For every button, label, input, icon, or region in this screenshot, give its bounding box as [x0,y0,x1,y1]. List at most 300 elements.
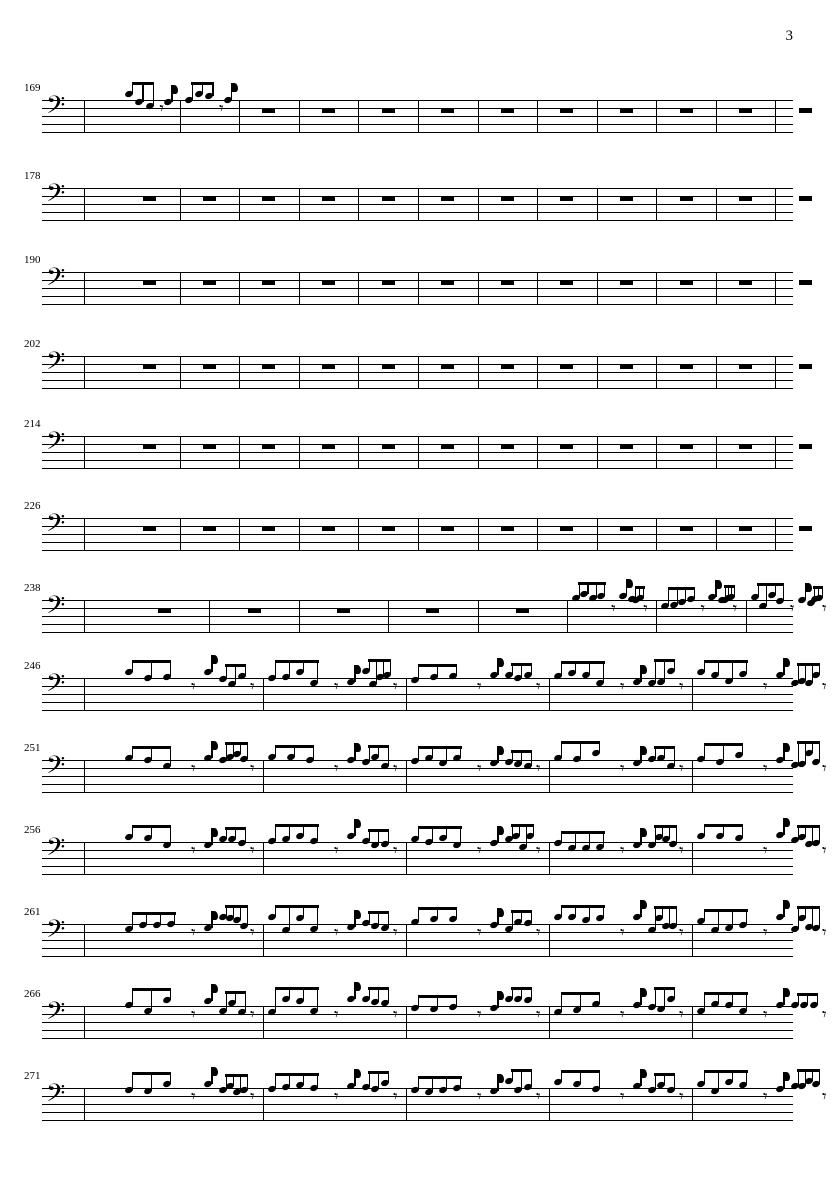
beam [368,829,389,832]
note-group [218,746,246,792]
note-stem [723,743,724,762]
staff [42,1079,827,1120]
note-stem [746,992,747,1011]
measure-rest [739,526,752,531]
note-group [553,746,609,792]
note-group [553,910,609,956]
measure-rest [739,108,752,113]
note-group [696,992,752,1038]
measure-rest [799,364,812,369]
beam [275,987,319,990]
barline [478,518,479,551]
note-group [504,1074,532,1120]
eighth-rest: 𝄾 [822,1087,827,1107]
note-stem [142,82,143,102]
barline [406,1006,407,1039]
eighth-rest: 𝄾 [536,677,541,697]
barline [299,356,300,389]
barline [84,1088,85,1121]
eighth-rest: 𝄾 [477,1087,482,1107]
eighth-rest: 𝄾 [477,841,482,861]
beam [654,906,677,909]
note-stem [317,987,318,1011]
note-stem [812,663,813,683]
note-group [696,664,752,710]
note-stem [317,660,318,683]
barline [656,600,657,633]
staff [42,915,827,956]
beam [225,905,248,908]
beam [813,586,823,589]
note-group [790,910,818,956]
barline [597,518,598,551]
note-stem [819,906,820,928]
measure-rest [620,280,633,285]
measure-rest [620,196,633,201]
eighth-rest: 𝄾 [477,923,482,943]
beam [225,827,246,830]
measure-rest [262,444,275,449]
barline [656,518,657,551]
beam [511,1069,532,1072]
bass-clef-icon: 𝄢 [46,751,66,786]
note-stem [240,1074,241,1092]
note-group [361,828,389,874]
note-group [410,746,466,792]
note-group [361,664,389,710]
beam [704,660,748,663]
measure-rest [158,608,171,613]
note-group [790,664,818,710]
note-group [696,910,752,956]
barline [263,1088,264,1121]
barline [746,600,747,633]
eighth-rest: 𝄾 [393,759,398,779]
barline [597,272,598,305]
barline [537,356,538,389]
barline [656,272,657,305]
barline [263,760,264,793]
measure-rest [441,526,454,531]
barline [84,924,85,957]
eighth-rest: 𝄾 [763,759,768,779]
beam [797,1069,820,1072]
eighth-rest: 𝄾 [536,841,541,861]
note-stem [674,746,675,766]
barline [418,188,419,221]
barline [537,272,538,305]
note-stem [732,909,733,928]
barline [549,760,550,793]
measure-rest [799,196,812,201]
beam [668,587,695,590]
eighth-rest: 𝄾 [679,677,684,697]
note-group [504,910,532,956]
note-stem [170,825,171,845]
eighth-rest: 𝄾 [789,599,795,619]
note-stem [388,745,389,766]
beam [132,1072,172,1075]
barline [406,760,407,793]
measure-rest [322,364,335,369]
beam [132,912,176,915]
measure-rest [441,364,454,369]
measure-number: 246 [24,660,41,672]
measure-number: 178 [24,170,41,182]
beam [561,831,605,834]
barline [180,518,181,551]
eighth-rest: 𝄾 [191,1005,196,1025]
eighth-rest: 𝄾 [477,1005,482,1025]
bass-clef-icon: 𝄢 [46,833,66,868]
measure-rest [322,280,335,285]
measure-number: 169 [24,82,41,94]
staff [42,91,793,132]
barline [358,436,359,469]
beam [418,664,458,667]
note-group [627,586,639,632]
measure-rest [262,364,275,369]
note-group [124,828,180,874]
measure-rest [382,526,395,531]
barline [692,924,693,957]
measure-rest [441,108,454,113]
note-stem [151,1072,152,1091]
note-group [571,586,605,632]
barline [549,842,550,875]
note-stem [526,824,527,847]
note-group [790,1074,818,1120]
bass-clef-icon: 𝄢 [46,263,66,298]
measure-rest [501,364,514,369]
beam [561,661,605,664]
measure-rest [337,608,350,613]
beam [654,659,675,662]
eighth-rest: 𝄾 [536,1005,541,1025]
staff-line [42,1120,793,1121]
note-group [410,664,466,710]
note-group [553,1074,609,1120]
barline [418,272,419,305]
eighth-rest: 𝄾 [536,1087,541,1107]
barline [775,272,776,305]
staff-line [42,1038,793,1039]
measure-rest [382,364,395,369]
beam [561,1070,601,1073]
barline [597,188,598,221]
eighth-rest: 𝄾 [393,1087,398,1107]
barline [418,356,419,389]
beam [704,1070,748,1073]
note-group [410,828,466,874]
barline [775,100,776,133]
barline [478,356,479,389]
staff [42,179,793,220]
note-stem [275,987,276,1012]
barline [180,188,181,221]
barline [656,436,657,469]
barline [239,356,240,389]
note-group [660,586,694,632]
note-stem [132,1072,133,1090]
barline [537,188,538,221]
eighth-rest: 𝄾 [643,599,648,619]
measure-rest [560,364,573,369]
measure-rest [322,108,335,113]
beam [561,741,601,744]
measure-rest [560,196,573,201]
measure-rest [441,444,454,449]
barline [406,1088,407,1121]
beam [704,824,744,827]
measure-rest [501,196,514,201]
note-stem [192,82,193,100]
note-stem [153,82,154,106]
note-group [553,992,609,1038]
barline [263,842,264,875]
note-group [504,664,532,710]
barline [478,272,479,305]
eighth-flag [784,818,790,827]
measure-rest [441,196,454,201]
bass-clef-icon: 𝄢 [46,669,66,704]
barline [567,600,568,633]
barline [84,100,85,133]
measure-rest [501,280,514,285]
note-stem [798,663,799,683]
eighth-rest: 𝄾 [191,1087,196,1107]
barline [716,356,717,389]
note-stem [718,909,719,930]
measure-rest [143,526,156,531]
beam [654,1073,675,1076]
beam [797,993,818,996]
note-stem [655,987,656,1007]
barline [656,356,657,389]
barline [263,678,264,711]
barline [84,188,85,221]
measure-rest [203,196,216,201]
note-stem [798,906,799,929]
measure-rest [560,526,573,531]
measure-rest [248,608,261,613]
barline [692,842,693,875]
eighth-rest: 𝄾 [334,759,339,779]
staff [42,347,793,388]
beam [635,586,645,589]
staff-line [42,632,793,633]
eighth-rest: 𝄾 [763,841,768,861]
eighth-rest: 𝄾 [477,759,482,779]
eighth-rest: 𝄾 [191,759,196,779]
measure-rest [382,280,395,285]
eighth-rest: 𝄾 [822,841,827,861]
measure-rest [322,526,335,531]
note-stem [235,664,236,684]
measure-rest [262,108,275,113]
eighth-flag [355,982,361,991]
barline [656,100,657,133]
eighth-rest: 𝄾 [393,1005,398,1025]
measure-rest [426,608,439,613]
eighth-rest: 𝄾 [334,677,339,697]
note-stem [676,906,677,926]
beam [191,82,214,85]
bass-clef-icon: 𝄢 [46,1079,66,1114]
note-stem [677,587,678,605]
note-group [184,86,215,132]
note-group [218,992,246,1038]
note-group [504,746,532,792]
note-group [361,1074,389,1120]
barline [692,1006,693,1039]
beam [225,664,246,667]
bass-clef-icon: 𝄢 [46,179,66,214]
beam [418,826,462,829]
beam [704,992,748,995]
note-group [124,746,180,792]
staff [42,751,827,792]
eighth-rest: 𝄾 [393,841,398,861]
measure-rest [680,364,693,369]
barline [775,356,776,389]
measure-rest [560,444,573,449]
beam [561,905,605,908]
eighth-rest: 𝄾 [191,841,196,861]
eighth-rest: 𝄾 [822,923,827,943]
note-group [717,586,729,632]
beam [275,745,315,748]
note-stem [378,1071,379,1089]
note-stem [170,746,171,766]
measure-rest [680,526,693,531]
beam [368,1071,389,1074]
beam [418,907,458,910]
beam [511,824,534,827]
barline [180,356,181,389]
bass-clef-icon: 𝄢 [46,509,66,544]
note-group [790,746,818,792]
measure-number: 214 [24,418,41,430]
beam [724,585,735,588]
eighth-rest: 𝄾 [250,1087,255,1107]
measure-rest [680,108,693,113]
measure-rest [501,444,514,449]
barline [597,100,598,133]
barline [775,436,776,469]
measure-rest [739,280,752,285]
barline [84,678,85,711]
beam [418,1076,462,1079]
eighth-rest: 𝄾 [611,599,616,619]
barline [84,518,85,551]
barline [478,436,479,469]
eighth-rest: 𝄾 [477,677,482,697]
note-stem [245,991,246,1012]
eighth-rest: 𝄾 [191,677,196,697]
eighth-rest: 𝄾 [700,599,705,619]
measure-rest [143,444,156,449]
barline [358,188,359,221]
measure-number: 202 [24,338,41,350]
beam [275,660,319,663]
note-group [218,828,246,874]
barline [239,188,240,221]
eighth-rest: 𝄾 [822,759,827,779]
barline [406,678,407,711]
barline [692,678,693,711]
measure-rest [680,444,693,449]
beam [225,991,246,994]
measure-number: 190 [24,254,41,266]
beam [511,987,532,990]
barline [716,100,717,133]
note-stem [531,1069,532,1087]
note-stem [798,741,799,765]
beam [797,741,820,744]
note-stem [226,991,227,1011]
beam [704,743,744,746]
barline [549,1088,550,1121]
measure-rest [739,444,752,449]
measure-rest [322,196,335,201]
eighth-flag [212,655,218,664]
measure-rest [262,280,275,285]
note-group [790,992,818,1038]
eighth-rest: 𝄾 [218,99,224,119]
bass-clef-icon: 𝄢 [46,427,66,462]
measure-rest [560,108,573,113]
note-stem [275,660,276,678]
barline [84,842,85,875]
measure-rest [143,196,156,201]
barline [478,188,479,221]
measure-rest [680,196,693,201]
beam [797,825,820,828]
barline [358,518,359,551]
beam [225,742,248,745]
eighth-rest: 𝄾 [159,99,164,119]
beam [418,995,458,998]
barline [537,436,538,469]
measure-rest [620,526,633,531]
barline [716,272,717,305]
note-group [267,992,323,1038]
measure-rest [799,108,812,113]
barline [209,600,210,633]
note-group [647,1074,675,1120]
note-group [553,828,609,874]
staff [42,669,827,710]
barline [656,188,657,221]
barline [239,436,240,469]
measure-rest [501,526,514,531]
measure-rest [516,608,529,613]
eighth-rest: 𝄾 [679,1005,684,1025]
note-stem [655,659,656,683]
beam [511,663,532,666]
barline [84,760,85,793]
note-group [410,910,466,956]
barline [180,272,181,305]
beam [418,746,462,749]
measure-rest [620,108,633,113]
beam [368,659,391,662]
beam [132,746,172,749]
beam [654,825,677,828]
note-stem [580,992,581,1010]
beam [132,660,172,663]
